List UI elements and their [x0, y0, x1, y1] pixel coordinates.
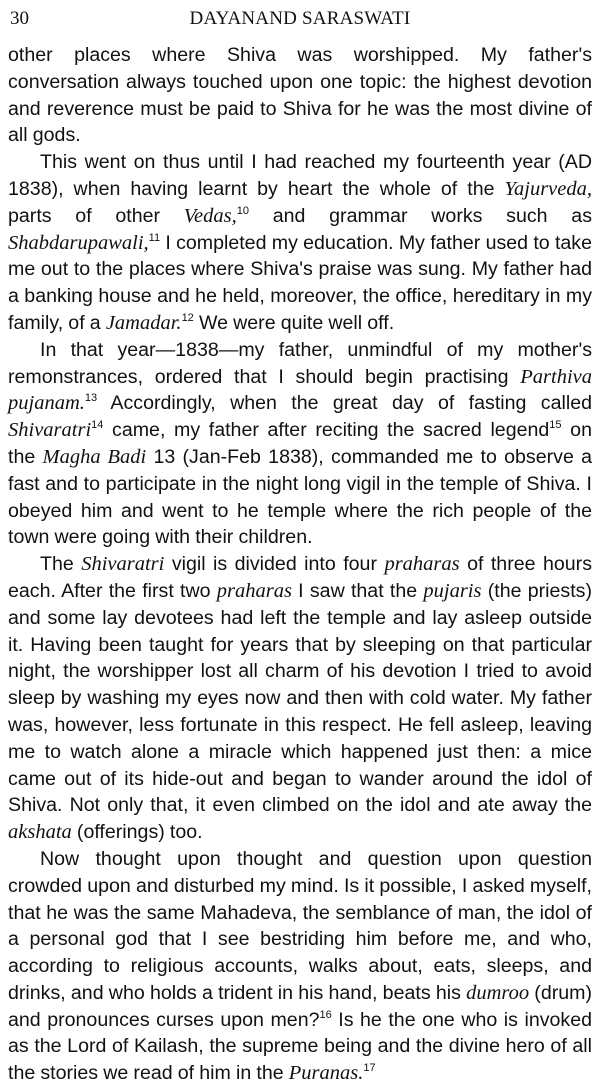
- text-run: In that year—1838—my father, unmindful of my mother's remonstrances, ordered that I should begin practising: [8, 338, 592, 388]
- italic-term: Shivaratri: [81, 553, 165, 576]
- text-run: This went on thus until I had reached my fourteenth year (AD 1838), when having learnt by heart the whole of the: [8, 151, 592, 200]
- italic-term: Shabdarupawali,: [8, 231, 149, 254]
- italic-term: dumroo: [466, 981, 530, 1004]
- footnote-marker: 16: [319, 1008, 332, 1021]
- text-run: vigil is divided into four: [164, 553, 385, 576]
- paragraph: [8, 846, 592, 1087]
- text-run: Is he the one who is invoked as the Lord of Kailash, the supreme being and the divine hero of all the stories we read of him in the: [8, 1008, 592, 1085]
- paragraph: [8, 149, 592, 337]
- footnote-marker: 11: [148, 231, 161, 244]
- footnote-marker: 14: [91, 419, 104, 432]
- text-run: (offerings) too.: [71, 821, 203, 844]
- text-run: I completed my education. My father used to take me out to the places where Shiva's praise was sung. My father had a banking house and he held, moreover, the office, hereditary in my family, of a: [8, 231, 592, 334]
- text-run: (drum) and pronounces curses upon men?: [8, 981, 592, 1031]
- footnote-marker: 15: [549, 419, 562, 432]
- footnote-marker: 12: [181, 311, 194, 324]
- text-run: 13 (Jan-Feb 1838), commanded me to observe a fast and to participate in the night long vigil in the temple of Shiva. I obeyed him and went to he temple where the rich people of the town were going with their children.: [8, 445, 592, 549]
- italic-term: Shivaratri: [8, 419, 92, 442]
- paragraph: [8, 42, 592, 149]
- italic-term: Vedas,: [183, 204, 237, 227]
- text-run: Now thought upon thought and question upon question crowded upon and disturbed my mind. Is it possible, I asked myself, that he was the same Mahadeva, the semblance of man, the idol of a personal god that I see bestriding him before me, and who, according to religious accounts, walks about, eats, sleeps, and drinks, and who holds a trident in his hand, beats his: [8, 847, 592, 1004]
- italic-term: akshata: [8, 821, 72, 844]
- text-run: We were quite well off.: [193, 311, 395, 334]
- text-run: on the: [8, 419, 592, 468]
- text-run: Accordingly, when the great day of fasting called: [97, 392, 592, 415]
- text-run: came, my father after reciting the sacred legend: [103, 419, 550, 442]
- text-run: parts of other: [8, 204, 184, 227]
- paragraph: [8, 551, 592, 846]
- paragraph: [8, 337, 592, 551]
- body-text: [8, 42, 592, 1087]
- footnote-marker: 10: [236, 204, 249, 217]
- italic-term: praharas: [216, 579, 292, 602]
- footnote-marker: 17: [363, 1062, 376, 1075]
- text-run: (the priests) and some lay devotees had left the temple and lay asleep outside it. Having been taught for years that by sleeping on that particular night, the worshipper lost all charm of his devotion I tried to avoid sleep by washing my eyes now and then with cold water. My father was, however, less fortunate in this respect. He fell asleep, leaving me to watch alone a miracle which happened just then: a mice came out of its hide-out and began to wander around the idol of Shiva. Not only that, it even climbed on the idol and ate away the: [8, 579, 592, 817]
- text-run: and grammar works such as: [248, 204, 592, 227]
- page-number: 30: [10, 8, 29, 29]
- italic-term: Yajurveda,: [504, 177, 592, 200]
- italic-term: Jamadar.: [105, 311, 182, 334]
- page-header: [8, 6, 592, 42]
- italic-term: praharas: [384, 553, 460, 576]
- text-run: The: [40, 553, 82, 576]
- footnote-marker: 13: [84, 392, 98, 405]
- italic-term: Puranas.: [288, 1062, 364, 1085]
- text-run: I saw that the: [291, 579, 424, 602]
- text-run: of three hours each. After the first two: [8, 553, 592, 602]
- running-head: DAYANAND SARASWATI: [189, 8, 411, 29]
- italic-term: Magha Badi: [42, 445, 147, 468]
- italic-term: Parthiva pujanam.: [8, 365, 592, 415]
- italic-term: pujaris: [423, 579, 482, 602]
- text-run: other places where Shiva was worshipped. My father's conversation always touched upon one topic: the highest devotion and reverence must be paid to Shiva for he was the most divine of all gods.: [8, 44, 592, 147]
